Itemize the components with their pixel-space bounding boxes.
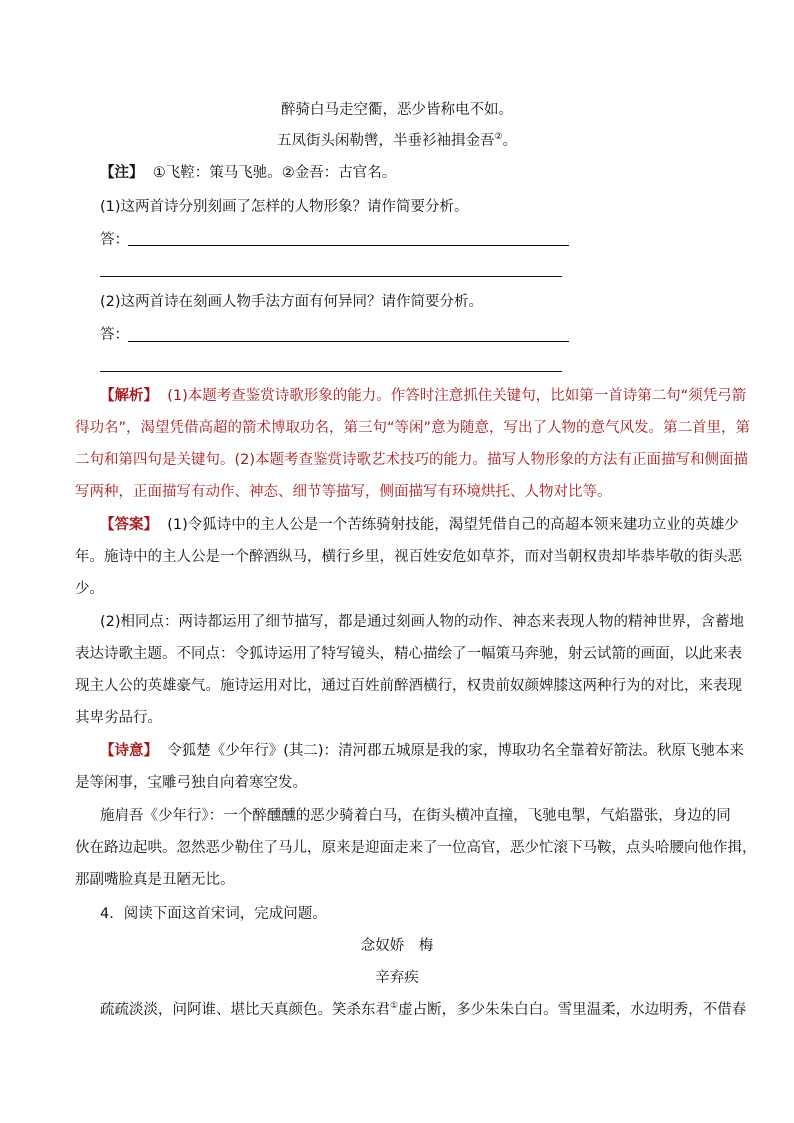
analysis-line-2: 得功名”，渴望凭借高超的箭术博取功名，第三句“等闲”意为随意，写出了人物的意气风发。第二首里，第 bbox=[75, 420, 751, 436]
answer-line-1a[interactable] bbox=[128, 245, 569, 246]
note-label: 【注】 bbox=[100, 165, 144, 181]
meaning-line-1: 【诗意】 令狐楚《少年行》(其二)：清河郡五城原是我的家，博取功名全靠着好箭法。秋原飞驰本来 bbox=[100, 743, 745, 759]
answer-line-3: 少。 bbox=[75, 581, 104, 597]
ci-text-line-1: 疏疏淡淡，问阿谁、堪比天真颜色。笑杀东君①虚占断，多少朱朱白白。雪里温柔，水边明秀，不借春 bbox=[100, 1001, 747, 1018]
answer-line-2b[interactable] bbox=[100, 371, 562, 372]
analysis-line-3: 二句和第四句是关键句。(2)本题考查鉴赏诗歌艺术技巧的能力。描写人物形象的方法有正面描写和侧面描 bbox=[75, 452, 749, 468]
footnote-mark-1: ① bbox=[390, 1001, 399, 1012]
note bbox=[100, 163, 396, 183]
meaning-line-4: 伙在路边起哄。忽然恶少勒住了马儿，原来是迎面走来了一位高官，恶少忙滚下马鞍，点头哈腰向他作揖， bbox=[75, 840, 757, 856]
ci-title: 念奴娇 梅 bbox=[360, 938, 434, 954]
ci-author: 辛弃疾 bbox=[375, 970, 419, 986]
analysis-line-1: 【解析】 (1)本题考查鉴赏诗歌形象的能力。作答时注意抓住关键句，比如第一首诗第二句“须凭弓箭 bbox=[100, 388, 747, 404]
answer-line-1: 【答案】 (1)令狐诗中的主人公是一个苦练骑射技能，渴望凭借自己的高超本领来建功立业的英雄少 bbox=[100, 517, 739, 533]
answer-line-4: (2)相同点：两诗都运用了细节描写，都是通过刻画人物的动作、神态来表现人物的精神世界，含蓄地 bbox=[100, 614, 745, 630]
answer-line-1b[interactable] bbox=[100, 276, 562, 277]
answer-label-2: 答： bbox=[100, 327, 129, 343]
poem-line-1: 醉骑白马走空衢，恶少皆称电不如。 bbox=[281, 102, 513, 118]
answer-label-1: 答： bbox=[100, 232, 129, 248]
question-1: (1)这两首诗分别刻画了怎样的人物形象？请作简要分析。 bbox=[100, 199, 469, 215]
answer-line-7: 其卑劣品行。 bbox=[75, 710, 162, 726]
answer-line-6: 现主人公的英雄豪气。施诗运用对比，通过百姓前醉酒横行，权贵前奴颜婢膝这两种行为的对比，来表现 bbox=[75, 678, 742, 694]
question-4-intro: 4．阅读下面这首宋词，完成问题。 bbox=[100, 906, 327, 922]
poem-line-2: 五凤街头闲勒辔，半垂衫袖揖金吾②。 bbox=[276, 132, 518, 149]
answer-label: 【答案】 bbox=[100, 517, 158, 533]
answer-line-2: 年。施诗中的主人公是一个醉酒纵马，横行乡里，视百姓安危如草芥，而对当朝权贵却毕恭毕敬的街头恶 bbox=[75, 549, 742, 565]
meaning-label: 【诗意】 bbox=[100, 743, 158, 759]
note-text: ①飞鞚：策马飞驰。②金吾：古官名。 bbox=[152, 165, 397, 181]
meaning-line-3: 施肩吾《少年行》：一个醉醺醺的恶少骑着白马，在街头横冲直撞，飞驰电掣，气焰嚣张，身边的同 bbox=[100, 808, 731, 824]
question-2: (2)这两首诗在刻画人物手法方面有何异同？请作简要分析。 bbox=[100, 294, 484, 310]
meaning-line-2: 是等闲事，宝雕弓独自向着寒空发。 bbox=[75, 775, 307, 791]
answer-line-2a[interactable] bbox=[128, 341, 569, 342]
analysis-line-4: 写两种，正面描写有动作、神态、细节等描写，侧面描写有环境烘托、人物对比等。 bbox=[75, 484, 612, 500]
meaning-line-5: 那副嘴脸真是丑陋无比。 bbox=[75, 872, 235, 888]
analysis-label: 【解析】 bbox=[100, 388, 158, 404]
answer-line-5: 表达诗歌主题。不同点：令狐诗运用了特写镜头，精心描绘了一幅策马奔驰，射云试箭的画面，以此来表 bbox=[75, 646, 742, 662]
footnote-mark-2: ② bbox=[494, 132, 503, 143]
